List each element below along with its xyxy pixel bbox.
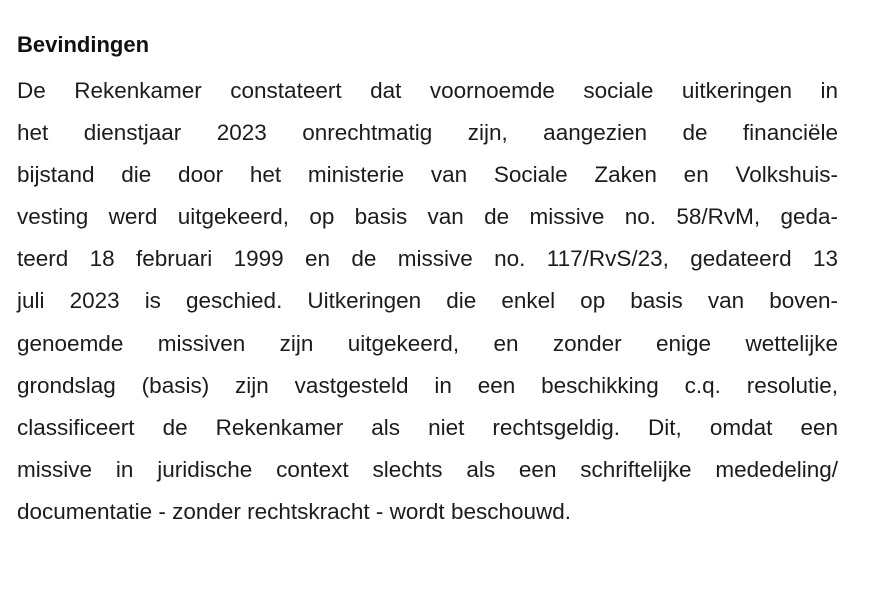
paragraph-line	[17, 245, 838, 287]
paragraph-line	[17, 414, 838, 456]
paragraph-line	[17, 456, 838, 498]
paragraph-line	[17, 161, 838, 203]
paragraph-line	[17, 287, 838, 329]
paragraph-line-text: missive in juridische context slechts als een schriftelijke mededeling/	[17, 456, 838, 482]
paragraph-line	[17, 203, 838, 245]
paragraph-line-text: teerd 18 februari 1999 en de missive no. 117/RvS/23, gedateerd 13	[17, 246, 838, 272]
section-heading: Bevindingen	[17, 32, 150, 57]
paragraph-line-text: het dienstjaar 2023 onrechtmatig zijn, aangezien de financiële	[17, 120, 838, 146]
paragraph-line-text: documentatie - zonder rechtskracht - wordt beschouwd.	[17, 498, 572, 524]
paragraph-line-text: juli 2023 is geschied. Uitkeringen die enkel op basis van boven-	[17, 288, 838, 314]
paragraph-line	[17, 372, 838, 414]
paragraph-line	[17, 119, 838, 161]
paragraph-line-text: grondslag (basis) zijn vastgesteld in een beschikking c.q. resolutie,	[17, 372, 838, 398]
findings-paragraph	[17, 77, 838, 540]
paragraph-line-last	[17, 498, 838, 540]
paragraph-line-text: De Rekenkamer constateert dat voornoemde sociale uitkeringen in	[17, 78, 838, 103]
paragraph-line	[17, 77, 838, 119]
paragraph-line-text: classificeert de Rekenkamer als niet rechtsgeldig. Dit, omdat een	[17, 414, 838, 440]
paragraph-line-text: bijstand die door het ministerie van Sociale Zaken en Volkshuis-	[17, 162, 838, 188]
paragraph-line	[17, 330, 838, 372]
paragraph-line-text: genoemde missiven zijn uitgekeerd, en zonder enige wettelijke	[17, 330, 838, 356]
paragraph-line-text: vesting werd uitgekeerd, op basis van de missive no. 58/RvM, geda-	[17, 204, 838, 230]
